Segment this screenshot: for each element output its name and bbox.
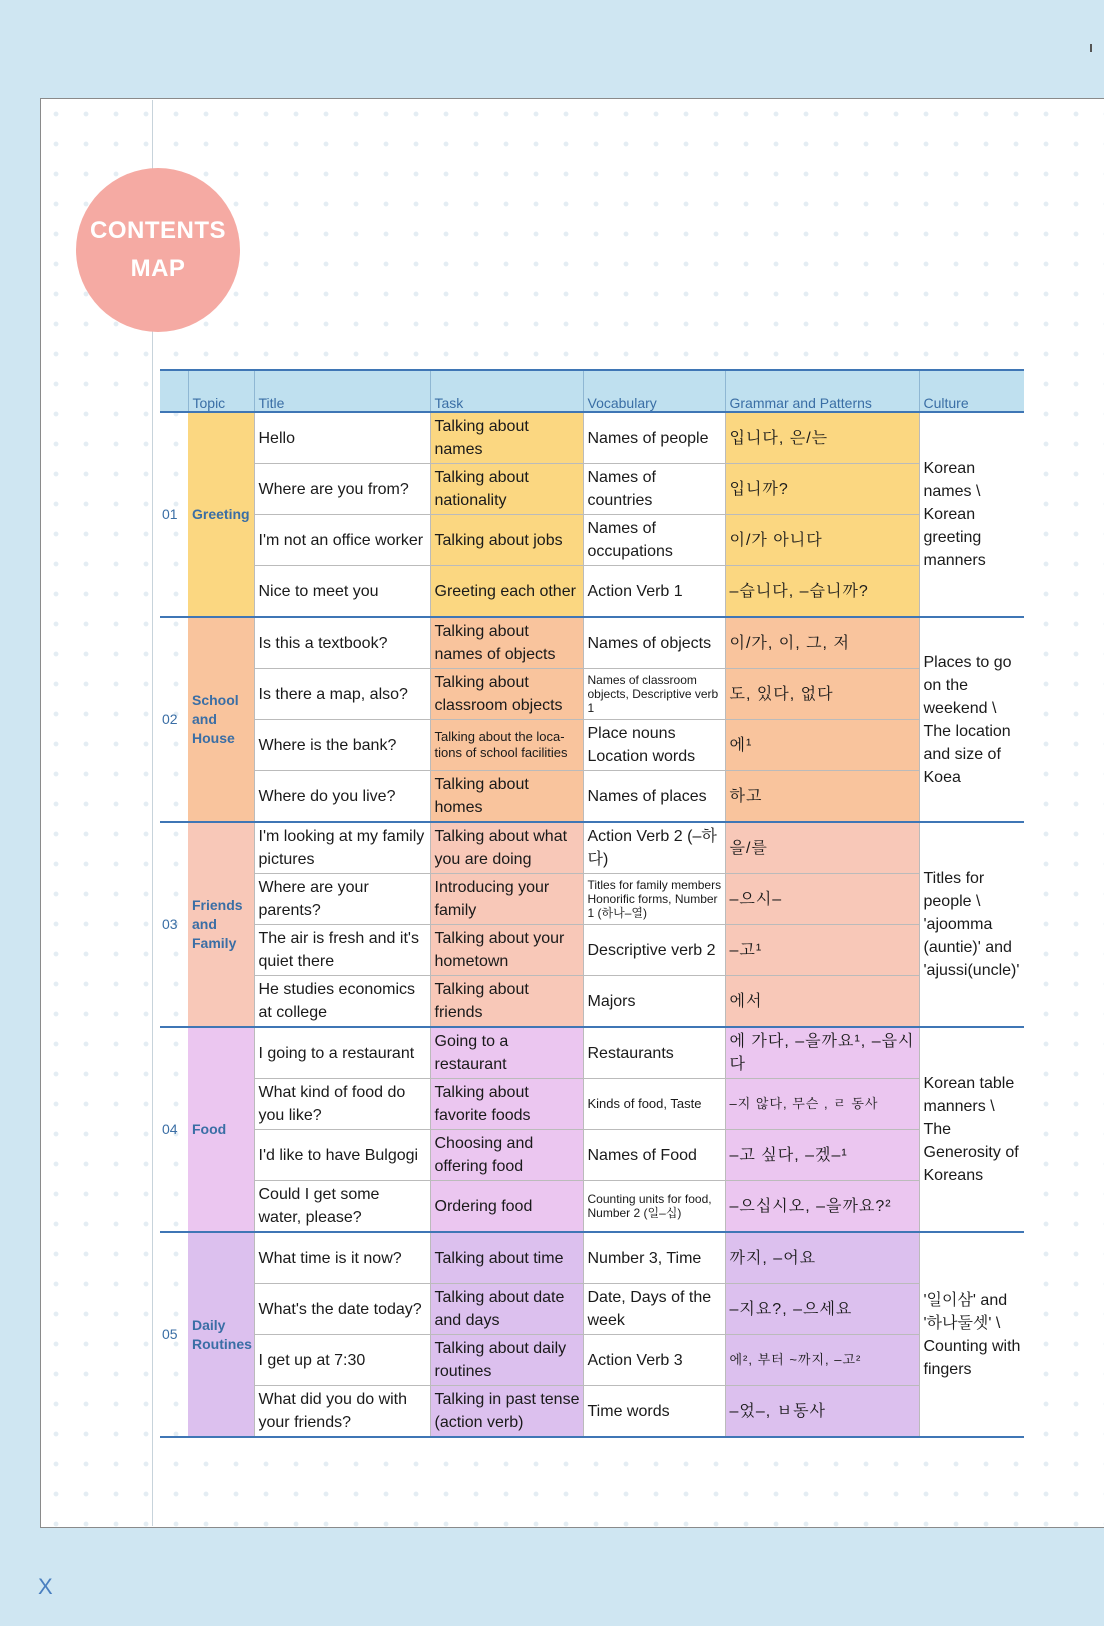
lesson-grammar: –었–, ㅂ동사: [725, 1386, 919, 1438]
lesson-vocabulary: Names of objects: [583, 617, 725, 669]
contents-map-badge: [76, 168, 240, 332]
lesson-task: Talking about the loca-tions of school facilities: [430, 720, 583, 771]
lesson-grammar: 이/가, 이, 그, 저: [725, 617, 919, 669]
page-letter: X: [38, 1574, 53, 1599]
lesson-grammar: 에², 부터 ~까지, –고²: [725, 1335, 919, 1386]
lesson-grammar: 하고: [725, 771, 919, 823]
table-row: [160, 1232, 1024, 1284]
lesson-task: Talking about time: [430, 1232, 583, 1284]
lesson-grammar: –습니다, –습니까?: [725, 566, 919, 618]
lesson-title: I going to a restaurant: [254, 1027, 430, 1079]
lesson-grammar: 입니까?: [725, 464, 919, 515]
section-culture: Places to go on the weekend \ The location and size of Koea: [919, 617, 1024, 822]
lesson-title: I'm looking at my family pictures: [254, 822, 430, 874]
lesson-task: Talking about names: [430, 412, 583, 464]
lesson-grammar: –지 않다, 무슨 , ㄹ 동사: [725, 1079, 919, 1130]
section-number: 03: [160, 822, 188, 1027]
section-culture: '일이삼' and '하나둘셋' \ Counting with fingers: [919, 1232, 1024, 1437]
table-row: [160, 771, 1024, 823]
table-row: [160, 617, 1024, 669]
lesson-vocabulary: Kinds of food, Taste: [583, 1079, 725, 1130]
lesson-vocabulary: Names of places: [583, 771, 725, 823]
table-row: [160, 1079, 1024, 1130]
section-topic: School and House: [188, 617, 254, 822]
table-row: [160, 515, 1024, 566]
lesson-vocabulary: Action Verb 3: [583, 1335, 725, 1386]
header-row: [160, 370, 1024, 412]
lesson-title: Is there a map, also?: [254, 669, 430, 720]
lesson-grammar: –지요?, –으세요: [725, 1284, 919, 1335]
contents-map-table: [160, 369, 1024, 1438]
section-culture: Titles for people \ 'ajoomma (auntie)' and 'ajussi(uncle)': [919, 822, 1024, 1027]
lesson-title: Hello: [254, 412, 430, 464]
lesson-title: Nice to meet you: [254, 566, 430, 618]
lesson-title: I'd like to have Bulgogi: [254, 1130, 430, 1181]
lesson-title: I get up at 7:30: [254, 1335, 430, 1386]
table-row: [160, 1027, 1024, 1079]
header-num: [160, 370, 188, 412]
section-topic: Food: [188, 1027, 254, 1232]
header-task: Task: [430, 370, 583, 412]
section-topic: Greeting: [188, 412, 254, 617]
lesson-task: Introducing your family: [430, 874, 583, 925]
lesson-vocabulary: Names of countries: [583, 464, 725, 515]
lesson-title: Where are you from?: [254, 464, 430, 515]
table-row: [160, 720, 1024, 771]
lesson-title: What's the date today?: [254, 1284, 430, 1335]
table-row: [160, 925, 1024, 976]
section-culture: Korean names \ Korean greeting manners: [919, 412, 1024, 617]
lesson-task: Talking about names of objects: [430, 617, 583, 669]
lesson-task: Talking about favorite foods: [430, 1079, 583, 1130]
lesson-task: Talking about what you are doing: [430, 822, 583, 874]
table-row: [160, 1386, 1024, 1438]
lesson-title: Where do you live?: [254, 771, 430, 823]
lesson-grammar: –으십시오, –을까요?²: [725, 1181, 919, 1233]
lesson-task: Talking in past tense (action verb): [430, 1386, 583, 1438]
lesson-grammar: –고 싶다, –겠–¹: [725, 1130, 919, 1181]
lesson-vocabulary: Action Verb 2 (–하다): [583, 822, 725, 874]
table-row: [160, 1181, 1024, 1233]
header-vocabulary: Vocabulary: [583, 370, 725, 412]
header-grammar: Grammar and Patterns: [725, 370, 919, 412]
lesson-vocabulary: Names of occupations: [583, 515, 725, 566]
table-row: [160, 976, 1024, 1028]
section-01: [160, 412, 1024, 617]
lesson-grammar: 에서: [725, 976, 919, 1028]
lesson-task: Talking about homes: [430, 771, 583, 823]
lesson-title: Where are your parents?: [254, 874, 430, 925]
lesson-vocabulary: Number 3, Time: [583, 1232, 725, 1284]
lesson-vocabulary: Time words: [583, 1386, 725, 1438]
table-row: [160, 1335, 1024, 1386]
lesson-title: What did you do with your friends?: [254, 1386, 430, 1438]
section-02: [160, 617, 1024, 822]
lesson-grammar: 에¹: [725, 720, 919, 771]
lesson-task: Choosing and offering food: [430, 1130, 583, 1181]
lesson-grammar: 에 가다, –을까요¹, –읍시다: [725, 1027, 919, 1079]
lesson-vocabulary: Names of people: [583, 412, 725, 464]
lesson-title: The air is fresh and it's quiet there: [254, 925, 430, 976]
lesson-task: Talking about classroom objects: [430, 669, 583, 720]
section-number: 02: [160, 617, 188, 822]
lesson-title: What kind of food do you like?: [254, 1079, 430, 1130]
section-number: 04: [160, 1027, 188, 1232]
lesson-vocabulary: Descriptive verb 2: [583, 925, 725, 976]
section-05: [160, 1232, 1024, 1437]
lesson-title: He studies economics at college: [254, 976, 430, 1028]
lesson-title: Is this a textbook?: [254, 617, 430, 669]
lesson-title: I'm not an office worker: [254, 515, 430, 566]
section-topic: Daily Routines: [188, 1232, 254, 1437]
lesson-title: Could I get some water, please?: [254, 1181, 430, 1233]
section-culture: Korean table manners \ The Generosity of Koreans: [919, 1027, 1024, 1232]
lesson-vocabulary: Date, Days of the week: [583, 1284, 725, 1335]
lesson-grammar: –고¹: [725, 925, 919, 976]
lesson-vocabulary: Names of classroom objects, Descriptive verb 1: [583, 669, 725, 720]
table-row: [160, 412, 1024, 464]
lesson-task: Talking about friends: [430, 976, 583, 1028]
lesson-task: Ordering food: [430, 1181, 583, 1233]
lesson-task: Talking about date and days: [430, 1284, 583, 1335]
badge-line-1: CONTENTS: [90, 217, 226, 244]
lesson-vocabulary: Action Verb 1: [583, 566, 725, 618]
table-row: [160, 464, 1024, 515]
table-row: [160, 874, 1024, 925]
lesson-vocabulary: Majors: [583, 976, 725, 1028]
table-row: [160, 1284, 1024, 1335]
lesson-vocabulary: Counting units for food, Number 2 (일–십): [583, 1181, 725, 1233]
lesson-title: What time is it now?: [254, 1232, 430, 1284]
lesson-grammar: 도, 있다, 없다: [725, 669, 919, 720]
lesson-grammar: 입니다, 은/는: [725, 412, 919, 464]
lesson-vocabulary: Titles for family members Honorific forms, Number 1 (하나–열): [583, 874, 725, 925]
lesson-vocabulary: Restaurants: [583, 1027, 725, 1079]
table-row: [160, 1130, 1024, 1181]
section-number: 05: [160, 1232, 188, 1437]
lesson-task: Talking about daily routines: [430, 1335, 583, 1386]
lesson-grammar: 까지, –어요: [725, 1232, 919, 1284]
lesson-title: Where is the bank?: [254, 720, 430, 771]
lesson-task: Talking about nationality: [430, 464, 583, 515]
header-culture: Culture: [919, 370, 1024, 412]
header-title: Title: [254, 370, 430, 412]
lesson-grammar: 이/가 아니다: [725, 515, 919, 566]
section-04: [160, 1027, 1024, 1232]
lesson-grammar: –으시–: [725, 874, 919, 925]
lesson-vocabulary: Place nouns Location words: [583, 720, 725, 771]
table-row: [160, 566, 1024, 618]
section-03: [160, 822, 1024, 1027]
badge-line-2: MAP: [130, 255, 186, 282]
table-row: [160, 822, 1024, 874]
lesson-task: Talking about jobs: [430, 515, 583, 566]
corner-mark: [1090, 44, 1092, 52]
section-number: 01: [160, 412, 188, 617]
section-topic: Friends and Family: [188, 822, 254, 1027]
lesson-vocabulary: Names of Food: [583, 1130, 725, 1181]
lesson-task: Talking about your hometown: [430, 925, 583, 976]
table-row: [160, 669, 1024, 720]
lesson-task: Greeting each other: [430, 566, 583, 618]
lesson-task: Going to a restaurant: [430, 1027, 583, 1079]
lesson-grammar: 을/를: [725, 822, 919, 874]
header-topic: Topic: [188, 370, 254, 412]
